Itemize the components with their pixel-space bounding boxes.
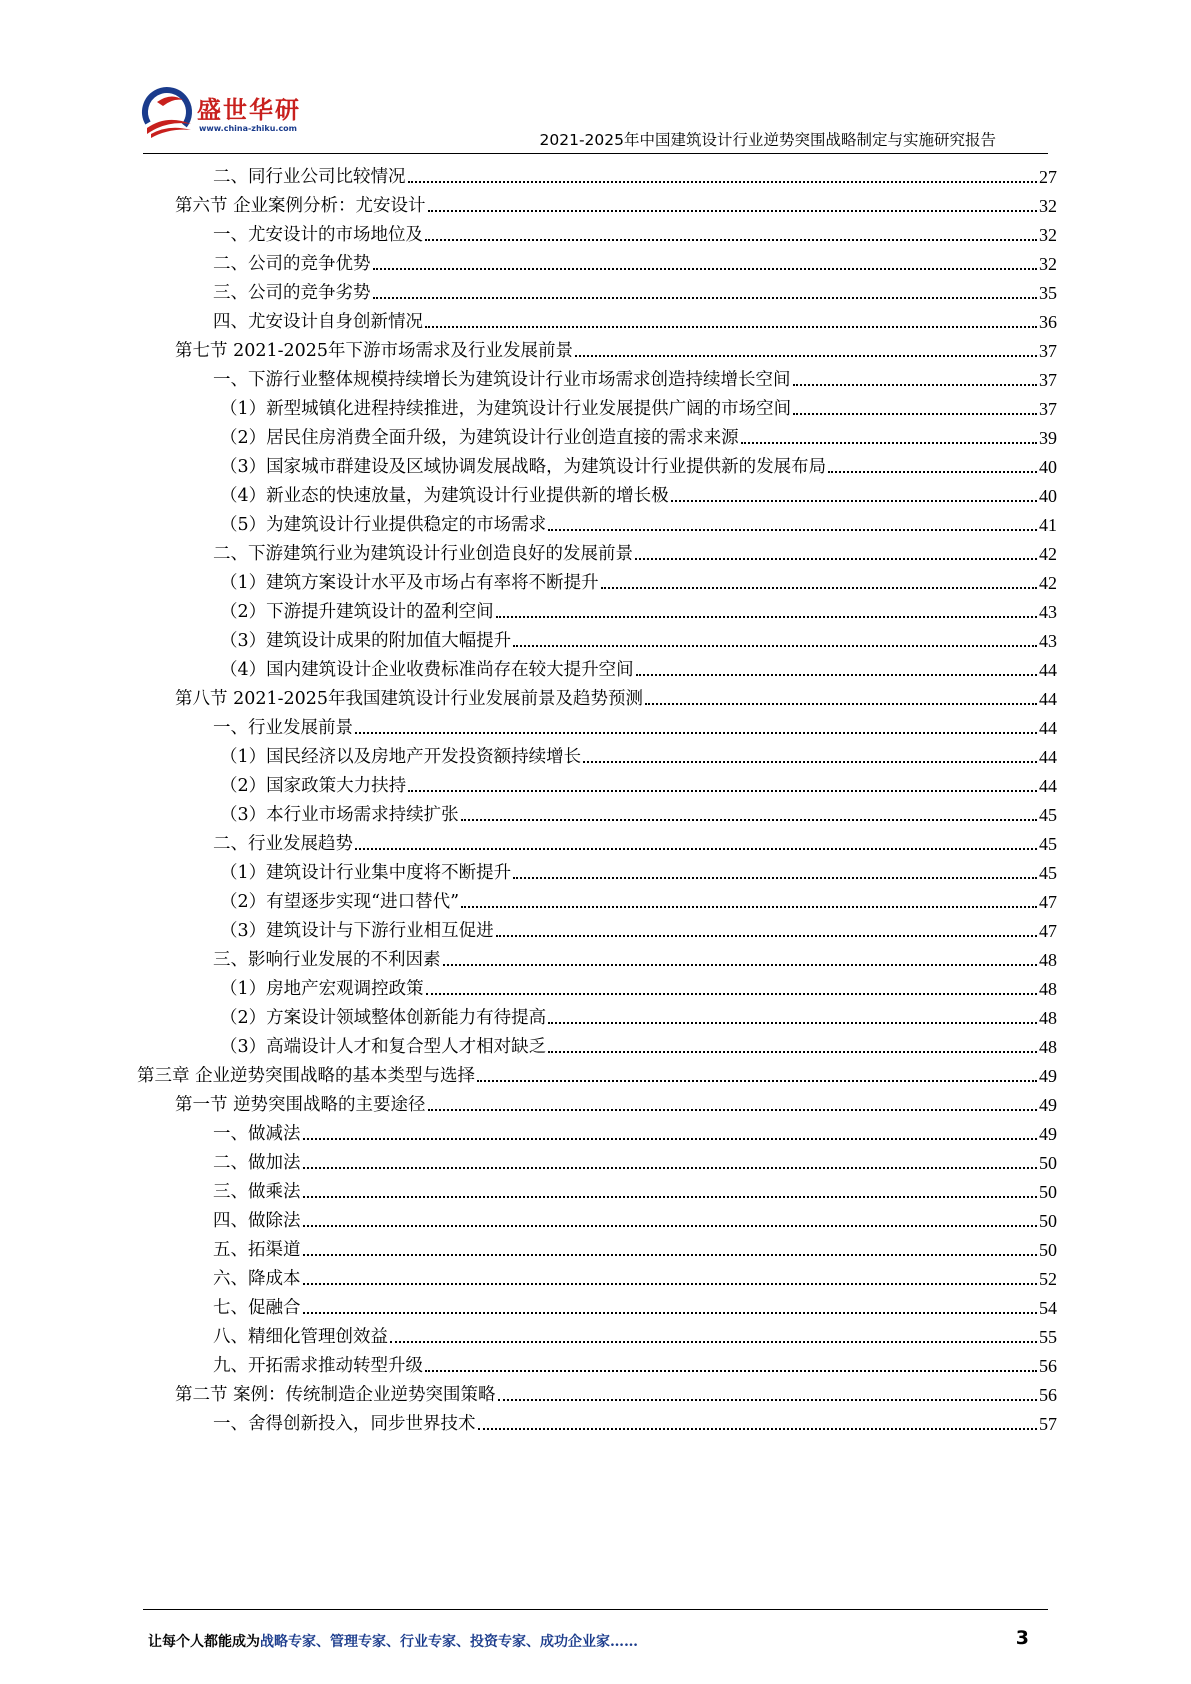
toc-entry-title: （1）房地产宏观调控政策 [220,979,424,999]
company-logo [137,84,317,146]
toc-dot-leader [671,485,1037,507]
toc-entry-page: 27 [1039,167,1057,187]
toc-entry[interactable] [213,1115,1057,1145]
toc-entry-page: 37 [1039,341,1057,361]
toc-entry[interactable] [220,390,1057,420]
toc-entry-page: 43 [1039,631,1057,651]
toc-dot-leader [428,195,1037,217]
toc-dot-leader [355,833,1037,855]
toc-dot-leader [408,166,1038,188]
toc-entry-page: 47 [1039,921,1057,941]
document-title: 2021-2025年中国建筑设计行业逆势突围战略制定与实施研究报告 [539,131,996,149]
footer-slogan [148,1631,638,1651]
toc-dot-leader [793,369,1038,391]
toc-entry-page: 54 [1039,1298,1057,1318]
toc-entry[interactable] [220,506,1057,536]
toc-entry[interactable] [213,941,1057,971]
toc-entry[interactable] [220,854,1057,884]
toc-entry-title: （1）新型城镇化进程持续推进，为建筑设计行业发展提供广阔的市场空间 [220,399,792,419]
toc-entry-title: （2）有望逐步实现“进口替代” [220,892,460,912]
toc-dot-leader [741,427,1037,449]
toc-entry-page: 32 [1039,196,1057,216]
toc-entry-page: 44 [1039,776,1057,796]
toc-entry-page: 45 [1039,863,1057,883]
toc-dot-leader [548,1007,1037,1029]
toc-dot-leader [373,282,1038,304]
toc-dot-leader [496,920,1037,942]
toc-entry-page: 44 [1039,718,1057,738]
toc-entry-title: （1）建筑设计行业集中度将不断提升 [220,863,512,883]
toc-entry-page: 49 [1039,1095,1057,1115]
toc-dot-leader [478,1413,1038,1435]
footer-slogan-prefix: 让每个人都能成为 [148,1634,260,1650]
toc-entry-title: 一、行业发展前景 [213,718,353,738]
toc-entry-title: 第八节 2021-2025年我国建筑设计行业发展前景及趋势预测 [175,689,644,709]
toc-entry-title: （2）下游提升建筑设计的盈利空间 [220,602,494,622]
toc-entry[interactable] [213,1347,1057,1377]
toc-entry-title: 三、做乘法 [213,1182,301,1202]
toc-dot-leader [575,340,1037,362]
toc-dot-leader [583,746,1037,768]
toc-dot-leader [498,1384,1037,1406]
toc-entry[interactable] [137,1057,1057,1087]
toc-dot-leader [443,949,1038,971]
toc-entry-title: 一、尤安设计的市场地位及 [213,225,423,245]
toc-entry[interactable] [213,303,1057,333]
toc-entry-title: 二、同行业公司比较情况 [213,167,406,187]
toc-dot-leader [303,1152,1038,1174]
toc-entry[interactable] [220,448,1057,478]
logo-text: 盛世华研 [197,96,301,124]
toc-entry-title: 二、下游建筑行业为建筑设计行业创造良好的发展前景 [213,544,633,564]
toc-dot-leader [390,1326,1037,1348]
toc-entry[interactable] [213,1260,1057,1290]
logo-emblem-icon [137,84,199,146]
toc-entry[interactable] [220,419,1057,449]
toc-entry-title: （1）建筑方案设计水平及市场占有率将不断提升 [220,573,599,593]
toc-entry[interactable] [175,187,1057,217]
toc-entry[interactable] [220,912,1057,942]
toc-entry-page: 48 [1039,1008,1057,1028]
toc-entry-title: 三、公司的竞争劣势 [213,283,371,303]
toc-dot-leader [461,891,1037,913]
toc-entry[interactable] [220,622,1057,652]
toc-dot-leader [513,630,1037,652]
toc-entry-page: 48 [1039,979,1057,999]
toc-dot-leader [548,514,1037,536]
toc-entry-title: 一、舍得创新投入，同步世界技术 [213,1414,476,1434]
page-header [0,0,1191,160]
toc-entry-title: （3）本行业市场需求持续扩张 [220,805,459,825]
toc-entry-page: 50 [1039,1240,1057,1260]
toc-entry[interactable] [220,593,1057,623]
toc-entry-title: （2）方案设计领域整体创新能力有待提高 [220,1008,547,1028]
toc-entry-title: （4）新业态的快速放量，为建筑设计行业提供新的增长极 [220,486,669,506]
toc-entry-title: 九、开拓需求推动转型升级 [213,1356,423,1376]
toc-dot-leader [428,1094,1037,1116]
toc-entry-title: （5）为建筑设计行业提供稳定的市场需求 [220,515,547,535]
toc-entry-title: （3）国家城市群建设及区域协调发展战略，为建筑设计行业提供新的发展布局 [220,457,827,477]
toc-entry-title: 三、影响行业发展的不利因素 [213,950,441,970]
toc-entry-page: 35 [1039,283,1057,303]
header-divider [143,153,1048,154]
toc-entry-page: 42 [1039,573,1057,593]
toc-entry-page: 39 [1039,428,1057,448]
toc-entry-title: 四、做除法 [213,1211,301,1231]
toc-entry[interactable] [220,767,1057,797]
toc-dot-leader [303,1123,1038,1145]
toc-entry-title: （2）国家政策大力扶持 [220,776,407,796]
toc-entry[interactable] [213,1173,1057,1203]
toc-entry-title: （1）国民经济以及房地产开发投资额持续增长 [220,747,582,767]
toc-entry-page: 47 [1039,892,1057,912]
toc-entry[interactable] [213,709,1057,739]
toc-entry-page: 49 [1039,1124,1057,1144]
toc-entry[interactable] [220,1028,1057,1058]
toc-entry[interactable] [220,796,1057,826]
toc-dot-leader [496,601,1037,623]
toc-entry-page: 37 [1039,399,1057,419]
toc-dot-leader [828,456,1037,478]
toc-entry[interactable] [213,1231,1057,1261]
toc-entry-page: 40 [1039,486,1057,506]
toc-entry-title: 第六节 企业案例分析：尤安设计 [175,196,426,216]
logo-url: www.china-zhiku.com [199,124,298,133]
toc-entry-page: 56 [1039,1356,1057,1376]
toc-entry-title: （2）居民住房消费全面升级，为建筑设计行业创造直接的需求来源 [220,428,739,448]
toc-entry-title: 一、做减法 [213,1124,301,1144]
toc-entry-title: 第三章 企业逆势突围战略的基本类型与选择 [137,1066,476,1086]
toc-entry-page: 50 [1039,1153,1057,1173]
toc-entry-title: 第七节 2021-2025年下游市场需求及行业发展前景 [175,341,574,361]
toc-entry-page: 49 [1039,1066,1057,1086]
toc-entry-page: 52 [1039,1269,1057,1289]
toc-dot-leader [425,224,1037,246]
toc-entry-page: 44 [1039,660,1057,680]
toc-entry-page: 55 [1039,1327,1057,1347]
toc-entry[interactable] [213,1289,1057,1319]
toc-entry-title: 二、公司的竞争优势 [213,254,371,274]
toc-entry-page: 40 [1039,457,1057,477]
toc-entry[interactable] [220,883,1057,913]
toc-dot-leader [303,1210,1038,1232]
toc-entry[interactable] [175,1376,1057,1406]
toc-entry-title: 七、促融合 [213,1298,301,1318]
toc-dot-leader [408,775,1037,797]
toc-entry-page: 36 [1039,312,1057,332]
toc-entry[interactable] [175,332,1057,362]
toc-dot-leader [548,1036,1037,1058]
toc-entry-page: 42 [1039,544,1057,564]
toc-dot-leader [426,978,1037,1000]
toc-dot-leader [601,572,1037,594]
toc-entry[interactable] [220,999,1057,1029]
toc-entry-title: （4）国内建筑设计企业收费标准尚存在较大提升空间 [220,660,634,680]
toc-entry[interactable] [175,680,1057,710]
toc-entry-title: 二、做加法 [213,1153,301,1173]
toc-entry-page: 43 [1039,602,1057,622]
toc-entry-page: 32 [1039,225,1057,245]
toc-entry[interactable] [213,1318,1057,1348]
toc-entry[interactable] [213,1202,1057,1232]
toc-dot-leader [425,1355,1037,1377]
toc-entry-page: 56 [1039,1385,1057,1405]
toc-dot-leader [303,1181,1038,1203]
toc-entry-page: 44 [1039,747,1057,767]
toc-dot-leader [373,253,1038,275]
toc-entry[interactable] [213,158,1057,188]
toc-entry-page: 45 [1039,805,1057,825]
toc-entry[interactable] [213,361,1057,391]
toc-entry[interactable] [213,825,1057,855]
toc-entry-title: 五、拓渠道 [213,1240,301,1260]
toc-entry-title: 六、降成本 [213,1269,301,1289]
toc-entry[interactable] [213,274,1057,304]
toc-entry-page: 48 [1039,950,1057,970]
toc-dot-leader [793,398,1037,420]
toc-entry-page: 45 [1039,834,1057,854]
toc-entry-title: 一、下游行业整体规模持续增长为建筑设计行业市场需求创造持续增长空间 [213,370,791,390]
toc-dot-leader [303,1297,1038,1319]
toc-entry[interactable] [175,1086,1057,1116]
toc-dot-leader [636,659,1037,681]
toc-entry-title: 八、精细化管理创效益 [213,1327,388,1347]
toc-dot-leader [477,1065,1037,1087]
toc-entry-page: 50 [1039,1211,1057,1231]
footer-divider [143,1609,1048,1610]
toc-entry-page: 41 [1039,515,1057,535]
toc-entry-title: 第二节 案例：传统制造企业逆势突围策略 [175,1385,496,1405]
toc-entry[interactable] [213,1144,1057,1174]
toc-entry-title: 第一节 逆势突围战略的主要途径 [175,1095,426,1115]
toc-entry-page: 44 [1039,689,1057,709]
toc-dot-leader [513,862,1037,884]
toc-dot-leader [303,1268,1038,1290]
toc-entry[interactable] [213,535,1057,565]
toc-entry[interactable] [220,651,1057,681]
toc-entry-title: 四、尤安设计自身创新情况 [213,312,423,332]
toc-entry[interactable] [213,216,1057,246]
toc-entry[interactable] [213,1405,1057,1435]
toc-entry-page: 48 [1039,1037,1057,1057]
toc-entry[interactable] [220,738,1057,768]
toc-entry-page: 57 [1039,1414,1057,1434]
toc-entry-title: 二、行业发展趋势 [213,834,353,854]
toc-dot-leader [461,804,1037,826]
toc-entry-page: 37 [1039,370,1057,390]
toc-dot-leader [635,543,1037,565]
toc-dot-leader [645,688,1037,710]
page-number: 3 [1015,1627,1029,1649]
toc-entry-page: 32 [1039,254,1057,274]
toc-dot-leader [355,717,1037,739]
toc-dot-leader [303,1239,1038,1261]
toc-entry[interactable] [220,970,1057,1000]
toc-entry-title: （3）高端设计人才和复合型人才相对缺乏 [220,1037,547,1057]
toc-entry[interactable] [213,245,1057,275]
toc-entry-page: 50 [1039,1182,1057,1202]
footer-slogan-accent: 战略专家、管理专家、行业专家、投资专家、成功企业家…… [260,1634,638,1650]
toc-entry-title: （3）建筑设计与下游行业相互促进 [220,921,494,941]
toc-entry-title: （3）建筑设计成果的附加值大幅提升 [220,631,512,651]
toc-entry[interactable] [220,564,1057,594]
toc-entry[interactable] [220,477,1057,507]
toc-dot-leader [425,311,1037,333]
